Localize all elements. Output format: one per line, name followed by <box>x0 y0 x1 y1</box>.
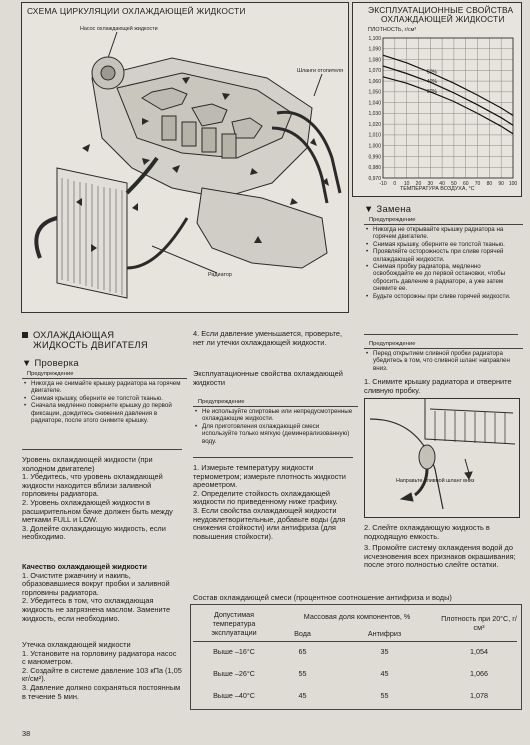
page-number: 38 <box>22 729 31 738</box>
chart-ytick-label: 1,070 <box>368 68 381 75</box>
leak-step-2: 2. Создайте в системе давление 103 кПа (1,05 кг/см²). <box>22 665 182 684</box>
chart-series-line <box>383 66 513 125</box>
square-bullet-icon <box>22 332 28 338</box>
props-steps <box>193 464 353 541</box>
label-hoses: Шланги отопителя <box>297 68 344 74</box>
chart-ytick-label: 1,090 <box>368 46 381 53</box>
check-warnings <box>24 380 182 424</box>
chart-xtick-label: 100 <box>508 181 518 187</box>
drain-figure-label: Направьте сливной шланг вниз <box>396 478 475 484</box>
chart-series-label: 50% <box>426 69 437 76</box>
label-pump: Насос охлаждающей жидкости <box>80 26 158 32</box>
mix-cell-anti: 35 <box>380 646 389 656</box>
mix-cell-temp: Выше –26°С <box>213 668 255 678</box>
chart-xtick-label: 60 <box>462 181 469 187</box>
props-warnings <box>195 408 353 445</box>
replace-warn-item-4: • Снимая пробку радиатора, медленно освобождайте ее до первой остановки, чтобы сбросить давление в радиаторе, а уже затем снимите ее. <box>366 263 518 293</box>
replace-warn2-text: • Перед открытием сливной пробки радиатора убедитесь в том, что сливной шланг направлен вниз. <box>366 350 518 372</box>
mix-table-rule <box>193 641 517 642</box>
middle-step4: 4. Если давление уменьшается, проверьте, нет ли утечки охлаждающей жидкости. <box>193 329 342 347</box>
check-warn-list <box>24 380 182 424</box>
chart-ytick-label: 1,080 <box>368 57 381 64</box>
check-warn-end <box>22 449 182 450</box>
replace-warn2-label: Предупреждение <box>364 340 523 349</box>
chart-series-line <box>383 55 513 115</box>
chart-ytick-label: 1,100 <box>368 35 381 42</box>
chart-series-label: 40% <box>426 79 437 86</box>
level-block <box>22 456 182 542</box>
label-radiator: Радиатор <box>208 272 232 278</box>
chart-xtick-label: 50 <box>451 181 457 187</box>
replace-warn-label: Предупреждение <box>364 216 523 225</box>
props-warn-end <box>193 457 353 458</box>
replace-warn-item-1: • Никогда не открывайте крышку радиатора на горячем двигателе. <box>366 226 518 241</box>
chart-series-label: 30% <box>426 88 437 95</box>
leak-step-3: 3. Давление должно сохраняться постоянным в течение 5 мин. <box>22 682 181 701</box>
replace-warn-list <box>366 226 518 300</box>
mix-col-temp: Допустимая температура эксплуатации <box>211 609 257 637</box>
check-warn-item-1: • Никогда не снимайте крышку радиатора на горячем двигателе. <box>24 380 182 395</box>
props-step-3: 3. Если свойства охлаждающей жидкости неудовлетворительные, добавьте воды (для снижения стойкости) или антифриза (для повышения стойкости). <box>193 505 346 541</box>
quality-step-2: 2. Убедитесь в том, что охлаждающая жидкость не загрязнена маслом. Замените жидкость, если необходимо. <box>22 596 171 623</box>
quality-step-1: 1. Очистите ржавчину и накипь, образовавшиеся вокруг пробки и заливной горловины радиатора. <box>22 570 170 597</box>
quality-block <box>22 563 182 623</box>
chart-xtick-label: 90 <box>498 181 504 187</box>
chart-plot-area <box>383 38 513 178</box>
chart-ytick-label: 1,060 <box>368 78 381 85</box>
triangle-icon: ▼ <box>22 357 32 368</box>
level-title: Уровень охлаждающей жидкости (при холодном двигателе) <box>22 455 153 473</box>
props-warn-label: Предупреждение <box>193 398 358 407</box>
props-warn-item-2: • Для приготовления охлаждающей смеси используйте только мягкую (деминерализованную) воду. <box>195 423 353 445</box>
replace-step1: 1. Снимите крышку радиатора и отверните сливную пробку. <box>364 377 512 395</box>
chart-ytick-label: 1,050 <box>368 89 381 96</box>
chart-xtick-label: 30 <box>427 181 434 187</box>
replace-warn-item-2: • Снимая крышку, оберните ее толстой тканью. <box>366 241 518 248</box>
props-warn-item-1: • Не используйте спиртовые или непредусмотренные охлаждающие жидкости. <box>195 408 353 423</box>
check-header-text: Проверка <box>34 357 79 368</box>
leak-steps <box>22 650 182 702</box>
replace-header-text: Замена <box>376 203 412 214</box>
chart-ytick-label: 0,970 <box>368 175 381 182</box>
section-title <box>22 330 148 351</box>
mix-col-water: Вода <box>294 628 311 638</box>
level-step-3: 3. Долейте охлаждающую жидкость, если необходимо. <box>22 523 166 542</box>
mix-cell-temp: Выше –40°С <box>213 690 255 700</box>
props-step-2: 2. Определите стойкость охлаждающей жидкости по приведенному ниже графику. <box>193 488 338 507</box>
replace-warn-item-5: • Будьте осторожны при сливе горячей жидкости. <box>366 293 518 300</box>
chart-series-line <box>383 77 513 134</box>
chart-ytick-label: 0,990 <box>368 154 381 161</box>
diagram-title: СХЕМА ЦИРКУЛЯЦИИ ОХЛАЖДАЮЩЕЙ ЖИДКОСТИ <box>27 6 246 16</box>
replace-warn-end <box>364 334 518 335</box>
mix-col-anti: Антифриз <box>367 628 402 638</box>
mix-cell-water: 45 <box>298 690 307 700</box>
quality-steps <box>22 572 182 624</box>
chart-xtick-label: 20 <box>415 181 422 187</box>
leak-block <box>22 641 182 701</box>
check-warn-item-3: • Сначала медленно поверните крышку до первой фиксации, дождитесь снижения давления в радиаторе, после этого снимите крышку. <box>24 402 182 424</box>
props-title: Эксплуатационные свойства охлаждающей жидкости <box>193 369 343 387</box>
density-chart <box>353 34 519 188</box>
mix-table-caption: Состав охлаждающей смеси (процентное соотношение антифриза и воды) <box>193 593 452 602</box>
section-title-line2: ЖИДКОСТЬ ДВИГАТЕЛЯ <box>33 339 148 351</box>
replace-step2: 2. Слейте охлаждающую жидкость в подходящую емкость. <box>364 523 490 541</box>
mix-table-frame <box>190 604 522 710</box>
check-warn-label: Предупреждение <box>22 370 187 379</box>
mix-cell-density: 1,066 <box>470 668 488 678</box>
chart-xlabel: ТЕМПЕРАТУРА ВОЗДУХА, °С <box>400 186 475 192</box>
replace-step3: 3. Промойте систему охлаждения водой до исчезновения всех признаков окрашивания; после этого полностью слейте остатки. <box>364 543 516 570</box>
chart-xtick-label: 70 <box>474 181 481 187</box>
engine-cooling-illustration <box>22 18 346 310</box>
props-step-1: 1. Измерьте температуру жидкости термометром; измерьте плотность жидкости ареометром. <box>193 463 346 490</box>
chart-title-line1: ЭКСПЛУАТАЦИОННЫЕ СВОЙСТВА <box>368 5 514 15</box>
mix-cell-water: 65 <box>298 646 307 656</box>
mix-cell-temp: Выше –16°С <box>213 646 255 656</box>
level-step-1: 1. Убедитесь, что уровень охлаждающей жидкости находится вблизи заливной горловины радиатора. <box>22 472 163 499</box>
props-warn-list <box>195 408 353 445</box>
mix-col-density: Плотность при 20°С, г/см³ <box>441 614 517 632</box>
mix-cell-water: 55 <box>298 668 307 678</box>
chart-ytick-label: 1,030 <box>368 111 381 118</box>
section-title-line1: ОХЛАЖДАЮЩАЯ <box>33 329 115 340</box>
quality-title: Качество охлаждающей жидкости <box>22 562 147 571</box>
level-steps <box>22 473 182 542</box>
triangle-icon: ▼ <box>364 203 374 214</box>
chart-ylabel: ПЛОТНОСТЬ, г/см³ <box>368 27 417 33</box>
mix-cell-density: 1,078 <box>470 690 488 700</box>
mix-cell-anti: 45 <box>380 668 389 678</box>
drain-hose-illustration <box>365 399 517 515</box>
chart-xtick-label: 80 <box>486 181 493 187</box>
chart-xtick-label: 40 <box>439 181 445 187</box>
mix-col-mass: Массовая доля компонентов, % <box>303 611 411 621</box>
replace-warn2 <box>366 350 518 372</box>
chart-xtick-label: -10 <box>379 181 387 187</box>
replace-header <box>364 204 411 214</box>
replace-warnings <box>366 226 518 300</box>
leak-step-1: 1. Установите на горловину радиатора насос с манометром. <box>22 648 177 667</box>
check-warn-item-2: • Снимая крышку, оберните ее толстой тканью. <box>24 395 182 402</box>
mix-cell-anti: 55 <box>380 690 389 700</box>
chart-xtick-label: 0 <box>393 181 397 187</box>
chart-ytick-label: 1,000 <box>368 143 381 150</box>
check-header <box>22 358 79 368</box>
replace-warn-item-3: • Проявляйте осторожность при сливе горячей охлаждающей жидкости. <box>366 248 518 263</box>
mix-cell-density: 1,054 <box>470 646 488 656</box>
chart-ytick-label: 0,980 <box>368 165 381 172</box>
chart-xtick-label: 10 <box>403 181 410 187</box>
chart-title-line2: ОХЛАЖДАЮЩЕЙ ЖИДКОСТИ <box>381 14 505 24</box>
chart-ytick-label: 1,040 <box>368 100 381 107</box>
leak-title: Утечка охлаждающей жидкости <box>22 640 131 649</box>
chart-ytick-label: 1,010 <box>368 132 381 139</box>
chart-ytick-label: 1,020 <box>368 121 381 128</box>
level-step-2: 2. Уровень охлаждающей жидкости в расширительном бачке должен быть между метками FULL и LOW. <box>22 497 173 525</box>
